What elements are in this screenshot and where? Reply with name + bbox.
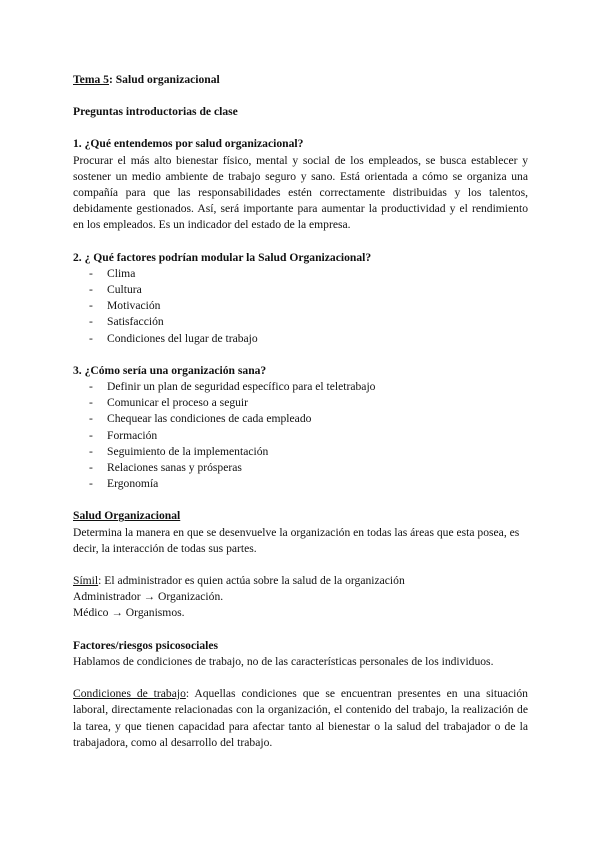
salud-organizacional-heading: Salud Organizacional — [73, 509, 181, 523]
factores-body: Hablamos de condiciones de trabajo, no de las características personales de los individuos. — [73, 654, 494, 668]
list-item: - Condiciones del lugar de trabajo — [73, 331, 528, 347]
simil-text: : El administrador es quien actúa sobre la salud de la organización — [98, 574, 405, 588]
simil-analogy-1: Administrador → Organización. — [73, 590, 224, 604]
condiciones-body: : Aquellas condiciones que se encuentran presentes en una situación laboral, directamente relacionadas con la organización, el contenido del trabajo, la realización de la tarea, y que tienen capacidad para afectar tanto al bienestar o la salud del trabajador o de la trabajadora, como al desarrollo del trabajo. — [73, 687, 528, 749]
condiciones-paragraph — [73, 686, 528, 751]
question-1-heading: 1. ¿Qué entendemos por salud organizacional? — [73, 137, 304, 151]
list-item: - Comunicar el proceso a seguir — [73, 395, 528, 411]
list-item: - Satisfacción — [73, 314, 528, 330]
list-item: - Formación — [73, 428, 528, 444]
document-title — [73, 72, 528, 88]
question-3-heading: 3. ¿Cómo sería una organización sana? — [73, 363, 267, 377]
document-body — [73, 72, 528, 751]
simil-line — [73, 573, 528, 589]
list-item: - Clima — [73, 266, 528, 282]
question-3-list — [73, 379, 528, 492]
list-item: - Chequear las condiciones de cada empleado — [73, 411, 528, 427]
condiciones-label: Condiciones de trabajo — [73, 687, 186, 701]
simil-label: Símil — [73, 574, 99, 588]
list-item: - Motivación — [73, 298, 528, 314]
list-item: - Definir un plan de seguridad específico para el teletrabajo — [73, 379, 528, 395]
simil-analogy-2: Médico → Organismos. — [73, 606, 185, 620]
question-2-heading: 2. ¿ Qué factores podrían modular la Salud Organizacional? — [73, 250, 372, 264]
title-topic: Tema 5 — [73, 73, 109, 86]
list-item: - Relaciones sanas y prósperas — [73, 460, 528, 476]
list-item: - Ergonomía — [73, 476, 528, 492]
factores-heading: Factores/riesgos psicosociales — [73, 638, 219, 652]
list-item: - Cultura — [73, 282, 528, 298]
list-item: - Seguimiento de la implementación — [73, 444, 528, 460]
question-2-list — [73, 266, 528, 347]
subtitle: Preguntas introductorias de clase — [73, 105, 238, 119]
salud-organizacional-body: Determina la manera en que se desenvuelve la organización en todas las áreas que esta posea, es decir, la interacción de todas sus partes. — [73, 525, 520, 555]
question-1-answer: Procurar el más alto bienestar físico, mental y social de los empleados, se busca establecer y sostener un medio ambiente de trabajo seguro y sano. Está orientada a cómo se organiza una compañía para que las responsabilidades estén correctamente distribuidas y los talentos, debidamente gestionados. Así, será importante para aumentar la productividad y el rendimiento en los empleados. Es un indicador del estado de la empresa. — [73, 153, 528, 232]
title-rest: : Salud organizacional — [108, 73, 220, 86]
